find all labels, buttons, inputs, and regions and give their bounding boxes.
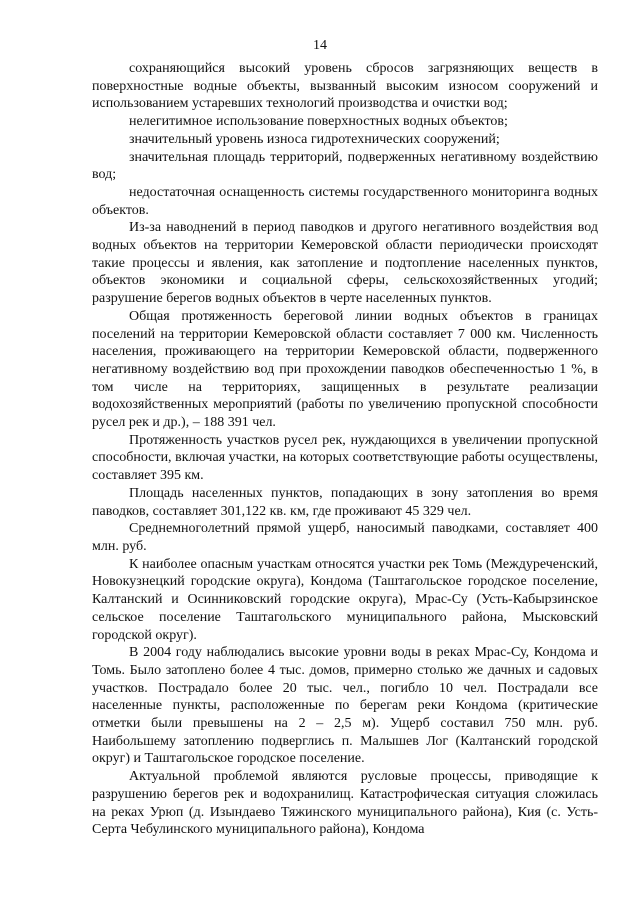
document-body: [92, 60, 598, 839]
paragraph-dangerous-sections: К наиболее опасным участкам относятся участки рек Томь (Междуреченский, Новокузнецкий городские округа), Кондома (Таштагольское городское поселение, Калтанский и Осинниковский городские округа), Мрас-Су (Усть-Кабырзинское сельское поселение Таштагольского муниципального района, Мысковский городской округ).: [92, 556, 598, 643]
paragraph-discharge-pollutants: сохраняющийся высокий уровень сбросов загрязняющих веществ в поверхностные водные объекты, вызванный высоким износом сооружений и использованием устаревших технологий производства и очистки вод;: [92, 61, 598, 112]
paragraph-floods: Из-за наводнений в период паводков и другого негативного воздействия вод водных объектов на территории Кемеровской области периодически происходят такие процессы и явления, как затопление и подтопление населенных пунктов, объектов экономики и социальной сферы, сельскохозяйственных угодий; разрушение берегов водных объектов в черте населенных пунктов.: [92, 220, 598, 307]
paragraph-structures-wear: значительный уровень износа гидротехнических сооружений;: [129, 131, 500, 147]
paragraph-illegitimate-use: нелегитимное использование поверхностных водных объектов;: [129, 114, 508, 130]
paragraph-2004-flood: В 2004 году наблюдались высокие уровни воды в реках Мрас-Су, Кондома и Томь. Было затоплено более 4 тыс. домов, примерно столько же дачных и садовых участков. Пострадало более 20 тыс. чел., погибло 10 чел. Пострадали все населенные пункты, расположенные по берегам реки Кондома (критические отметки были превышены на 2 – 2,5 м). Ущерб составил 750 млн. руб. Наибольшему затоплению подверглись п. Малышев Лог (Калтанский городской округ) и Таштагольское городское поселение.: [92, 645, 598, 767]
paragraph-shoreline-length: Общая протяженность береговой линии водных объектов в границах поселений на территории Кемеровской области составляет 7 000 км. Численность населения, проживающего на территории Кемеровской области, подверженного негативному воздействию вод при прохождении паводков обеспеченностью 1 %, в том числе на территориях, защищенных в результате реализации водохозяйственных мероприятий (работы по увеличению пропускной способности русел рек и др.), – 188 391 чел.: [92, 308, 598, 431]
paragraph-channel-processes: Актуальной проблемой являются русловые процессы, приводящие к разрушению берегов рек и водохранилищ. Катастрофическая ситуация сложилась на реках Урюп (д. Изындаево Тяжинского муниципального района), Кия (с. Усть-Серта Чебулинского муниципального района), Кондома: [92, 769, 598, 838]
paragraph-channel-length: Протяженность участков русел рек, нуждающихся в увеличении пропускной способности, включая участки, на которых соответствующие работы осуществлены, составляет 395 км.: [92, 432, 598, 484]
page-number: 14: [313, 38, 327, 53]
paragraph-monitoring: недостаточная оснащенность системы государственного мониторинга водных объектов.: [92, 184, 598, 218]
paragraph-average-damage: Среднемноголетний прямой ущерб, наносимый паводками, составляет 400 млн. руб.: [92, 521, 598, 554]
paragraph-flood-zone-area: Площадь населенных пунктов, попадающих в зону затопления во время паводков, составляет 301,122 кв. км, где проживают 45 329 чел.: [92, 485, 598, 519]
paragraph-affected-area: значительная площадь территорий, подверженных негативному воздействию вод;: [92, 149, 598, 183]
